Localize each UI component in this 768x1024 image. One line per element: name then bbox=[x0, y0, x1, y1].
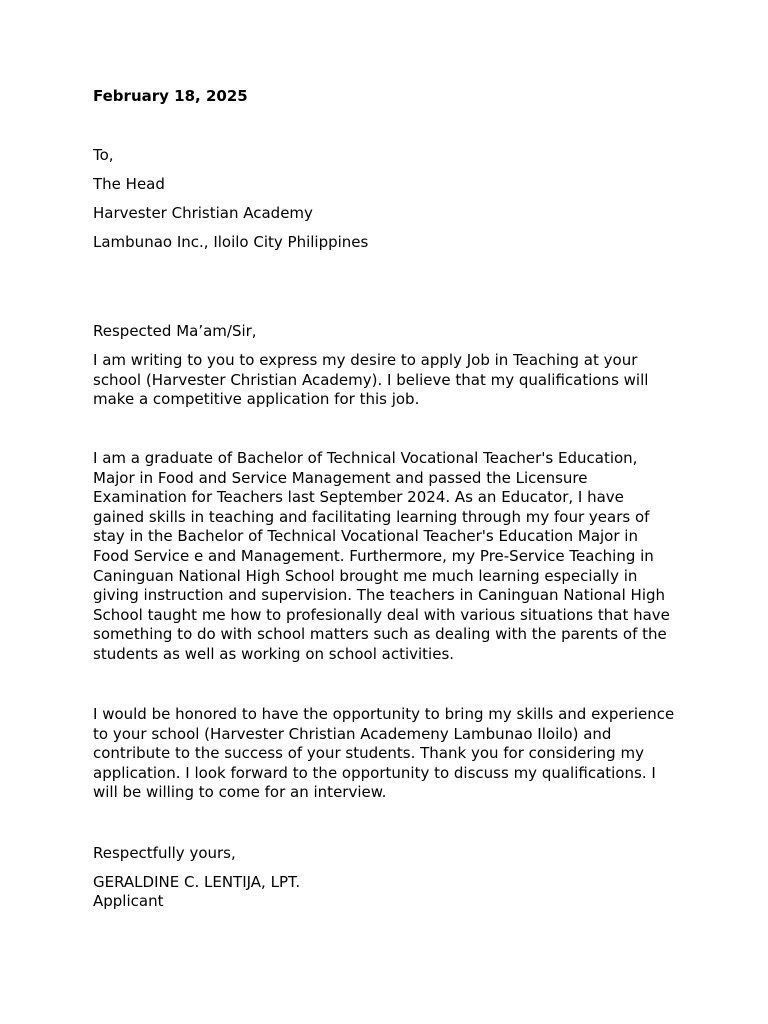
recipient-title: The Head bbox=[93, 175, 165, 193]
closing: Respectfully yours, bbox=[93, 844, 236, 862]
greeting: Respected Ma’am/Sir, bbox=[93, 322, 257, 340]
body-paragraph-3: I would be honored to have the opportunity to bring my skills and experience to your school (Harvester Christian Academeny Lambunao Iloilo) and contribute to the success of your students. Thank you for considering my application. I look forward to the opportunity to discuss my qualifications. I will be willing to come for an interview. bbox=[93, 705, 675, 802]
letter-date: February 18, 2025 bbox=[93, 87, 248, 105]
signer-name: GERALDINE C. LENTIJA, LPT. bbox=[93, 873, 301, 891]
signer-role: Applicant bbox=[93, 892, 164, 910]
body-paragraph-1: I am writing to you to express my desire to apply Job in Teaching at your school (Harvester Christian Academy). I believe that my qualifications will make a competitive application for this job. bbox=[93, 351, 649, 409]
salutation-to: To, bbox=[93, 146, 114, 164]
body-paragraph-2: I am a graduate of Bachelor of Technical Vocational Teacher's Education, Major in Food and Service Management and passed the Licensure Examination for Teachers last September 2024. As an Educator, I have gained skills in teaching and facilitating learning through my four years of stay in the Bachelor of Technical Vocational Teacher's Education Major in Food Service e and Management. Furthermore, my Pre-Service Teaching in Caninguan National High School brought me much learning especially in giving instruction and supervision. The teachers in Caninguan National High School taught me how to profesionally deal with various situations that have something to do with school matters such as dealing with the parents of the students as well as working on school activities. bbox=[93, 449, 670, 663]
recipient-address: Lambunao Inc., Iloilo City Philippines bbox=[93, 233, 369, 251]
recipient-organization: Harvester Christian Academy bbox=[93, 204, 313, 222]
